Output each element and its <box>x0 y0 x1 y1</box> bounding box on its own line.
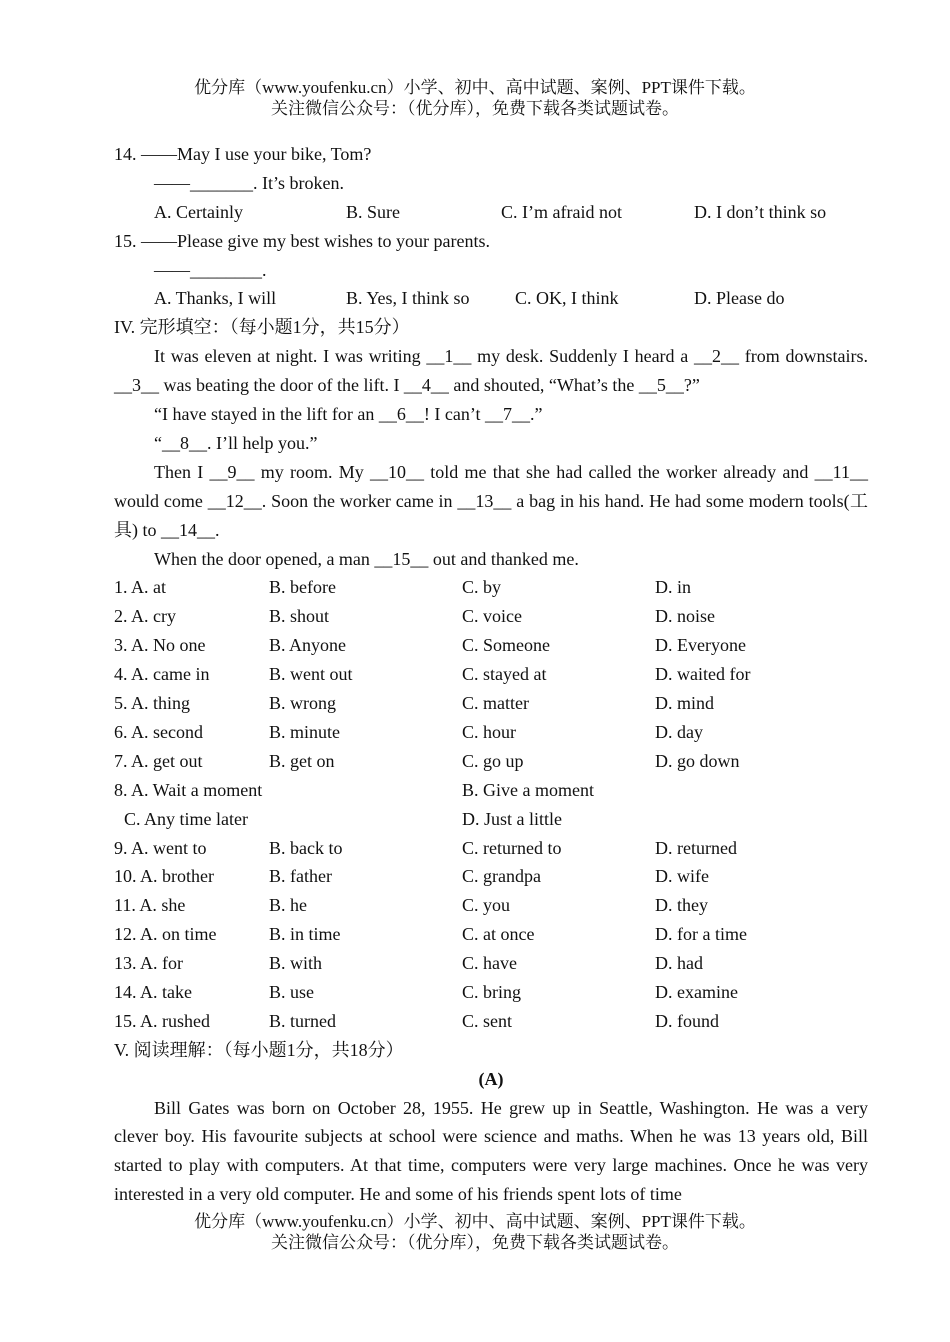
q8-option-a: 8. A. Wait a moment <box>114 779 263 800</box>
section-5-title: V. 阅读理解：（每小题1分，共18分） <box>114 1039 404 1060</box>
cloze-choice-option: 7. A. get out <box>114 750 203 771</box>
cloze-choice-row <box>114 747 868 776</box>
cloze-choice-option: B. use <box>269 981 314 1002</box>
cloze-choice-option: D. had <box>655 953 703 974</box>
cloze-choice-option: B. turned <box>269 1010 336 1031</box>
q15-stem: 15. ——Please give my best wishes to your parents. <box>114 230 490 251</box>
cloze-choice-row <box>114 1007 868 1036</box>
cloze-choice-option: 6. A. second <box>114 721 203 742</box>
cloze-choice-row <box>114 718 868 747</box>
cloze-choice-option: C. hour <box>462 721 516 742</box>
cloze-choice-option: 5. A. thing <box>114 693 191 714</box>
cloze-choice-option: D. mind <box>655 693 715 714</box>
cloze-choice-row <box>114 834 868 863</box>
cloze-choice-option: C. sent <box>462 1010 513 1031</box>
section-4-title: IV. 完形填空：（每小题1分，共15分） <box>114 317 410 338</box>
q15-reply: ——________. <box>154 259 267 280</box>
cloze-choice-option: C. bring <box>462 981 522 1002</box>
cloze-choice-option: B. he <box>269 895 307 916</box>
q15-option-b: B. Yes, I think so <box>346 288 470 309</box>
cloze-choice-row <box>114 949 868 978</box>
cloze-choice-option: 15. A. rushed <box>114 1010 210 1031</box>
cloze-choice-option: B. minute <box>269 721 340 742</box>
cloze-choice-option: 9. A. went to <box>114 837 207 858</box>
cloze-choice-row <box>114 602 868 631</box>
cloze-choice-option: B. back to <box>269 837 343 858</box>
cloze-choice-option: C. at once <box>462 924 535 945</box>
cloze-choice-option: B. wrong <box>269 693 336 714</box>
header-line-2: 关注微信公众号：（优分库），免费下载各类试题试卷。 <box>271 99 679 118</box>
cloze-choice-row <box>114 920 868 949</box>
cloze-choice-option: C. you <box>462 895 511 916</box>
cloze-choice-option: 2. A. cry <box>114 606 176 627</box>
cloze-choice-option: D. wife <box>655 866 709 887</box>
cloze-choice-option: D. they <box>655 895 708 916</box>
q14-option-a: A. Certainly <box>154 201 243 222</box>
cloze-choice-row-8b <box>114 805 868 834</box>
cloze-choice-option: D. examine <box>655 981 738 1002</box>
cloze-choice-row <box>114 660 868 689</box>
cloze-choice-option: C. by <box>462 577 502 598</box>
q15-option-a: A. Thanks, I will <box>154 288 277 309</box>
cloze-choice-option: C. stayed at <box>462 664 547 685</box>
cloze-choice-row <box>114 978 868 1007</box>
q15-option-d: D. Please do <box>694 288 785 309</box>
q14-options <box>114 198 868 227</box>
q14-option-b: B. Sure <box>346 201 400 222</box>
cloze-choice-row <box>114 631 868 660</box>
cloze-choice-option: D. returned <box>655 837 737 858</box>
cloze-choice-option: D. day <box>655 721 703 742</box>
cloze-paragraph-4: Then I __9__ my room. My __10__ told me that she had called the worker already and __11__ would come __12__. Soon the worker came in __13__ a bag in his hand. He had some modern tools(工具) to __14__. <box>114 461 868 540</box>
page-header <box>0 77 950 119</box>
cloze-choice-option: 10. A. brother <box>114 866 214 887</box>
cloze-choice-option: B. Anyone <box>269 635 347 656</box>
cloze-choice-option: C. returned to <box>462 837 562 858</box>
document-body <box>114 140 868 1209</box>
cloze-choice-option: D. Everyone <box>655 635 746 656</box>
reading-passage-a: Bill Gates was born on October 28, 1955. He grew up in Seattle, Washington. He was a very clever boy. His favourite subjects at school were science and maths. When he was 13 years old, Bill started to play with computers. At that time, computers were very large machines. Once he was very interested in a very old computer. He and some of his friends spent lots of time <box>114 1097 868 1205</box>
cloze-paragraph-1: It was eleven at night. I was writing __1__ my desk. Suddenly I heard a __2__ from downstairs. __3__ was beating the door of the lift. I __4__ and shouted, “What’s the __5__?” <box>114 346 868 396</box>
cloze-choices-1-7 <box>114 573 868 775</box>
cloze-choice-option: 3. A. No one <box>114 635 206 656</box>
q8-option-c: C. Any time later <box>124 808 248 829</box>
cloze-choice-option: D. go down <box>655 750 740 771</box>
q15-option-c: C. OK, I think <box>515 288 619 309</box>
q15-options <box>114 284 868 313</box>
cloze-choice-option: C. Someone <box>462 635 550 656</box>
footer-line-1: 优分库（www.youfenku.cn）小学、初中、高中试题、案例、PPT课件下载。 <box>194 1212 756 1231</box>
cloze-choice-option: B. with <box>269 953 323 974</box>
cloze-choice-option: C. voice <box>462 606 522 627</box>
cloze-choice-option: C. matter <box>462 693 529 714</box>
cloze-choice-option: B. before <box>269 577 336 598</box>
cloze-choice-option: B. get on <box>269 750 335 771</box>
q8-option-b: B. Give a moment <box>462 779 594 800</box>
footer-line-2: 关注微信公众号：（优分库），免费下载各类试题试卷。 <box>271 1233 679 1252</box>
cloze-choice-row <box>114 862 868 891</box>
cloze-choice-option: C. grandpa <box>462 866 541 887</box>
cloze-choice-row <box>114 573 868 602</box>
cloze-paragraph-5: When the door opened, a man __15__ out and thanked me. <box>154 548 579 569</box>
cloze-choice-option: B. father <box>269 866 332 887</box>
cloze-choice-option: 11. A. she <box>114 895 186 916</box>
header-line-1: 优分库（www.youfenku.cn）小学、初中、高中试题、案例、PPT课件下载。 <box>194 78 756 97</box>
q8-option-d: D. Just a little <box>462 808 562 829</box>
cloze-choice-option: C. have <box>462 953 517 974</box>
cloze-choice-option: 13. A. for <box>114 953 183 974</box>
cloze-choice-row <box>114 891 868 920</box>
page-footer <box>0 1211 950 1253</box>
cloze-choice-option: 14. A. take <box>114 981 192 1002</box>
cloze-choice-option: D. in <box>655 577 691 598</box>
cloze-choice-option: D. noise <box>655 606 715 627</box>
cloze-choice-option: C. go up <box>462 750 524 771</box>
cloze-choice-option: 12. A. on time <box>114 924 217 945</box>
cloze-choice-option: D. waited for <box>655 664 751 685</box>
cloze-choice-option: D. found <box>655 1010 719 1031</box>
q14-stem: 14. ——May I use your bike, Tom? <box>114 144 372 164</box>
cloze-choices-9-15 <box>114 834 868 1036</box>
cloze-choice-row <box>114 689 868 718</box>
cloze-choice-option: 1. A. at <box>114 577 166 598</box>
cloze-paragraph-2: “I have stayed in the lift for an __6__! I can’t __7__.” <box>154 404 543 425</box>
cloze-choice-option: B. in time <box>269 924 341 945</box>
cloze-choice-row-8 <box>114 776 868 805</box>
cloze-paragraph-3: “__8__. I’ll help you.” <box>154 432 318 453</box>
passage-a-heading: (A) <box>478 1068 504 1089</box>
cloze-choice-option: B. shout <box>269 606 330 627</box>
cloze-choice-option: D. for a time <box>655 924 747 945</box>
q14-option-d: D. I don’t think so <box>694 201 827 222</box>
q14-option-c: C. I’m afraid not <box>501 201 622 222</box>
cloze-choice-option: B. went out <box>269 664 353 685</box>
cloze-choice-option: 4. A. came in <box>114 664 210 685</box>
q14-reply: ——_______. It’s broken. <box>154 172 344 193</box>
